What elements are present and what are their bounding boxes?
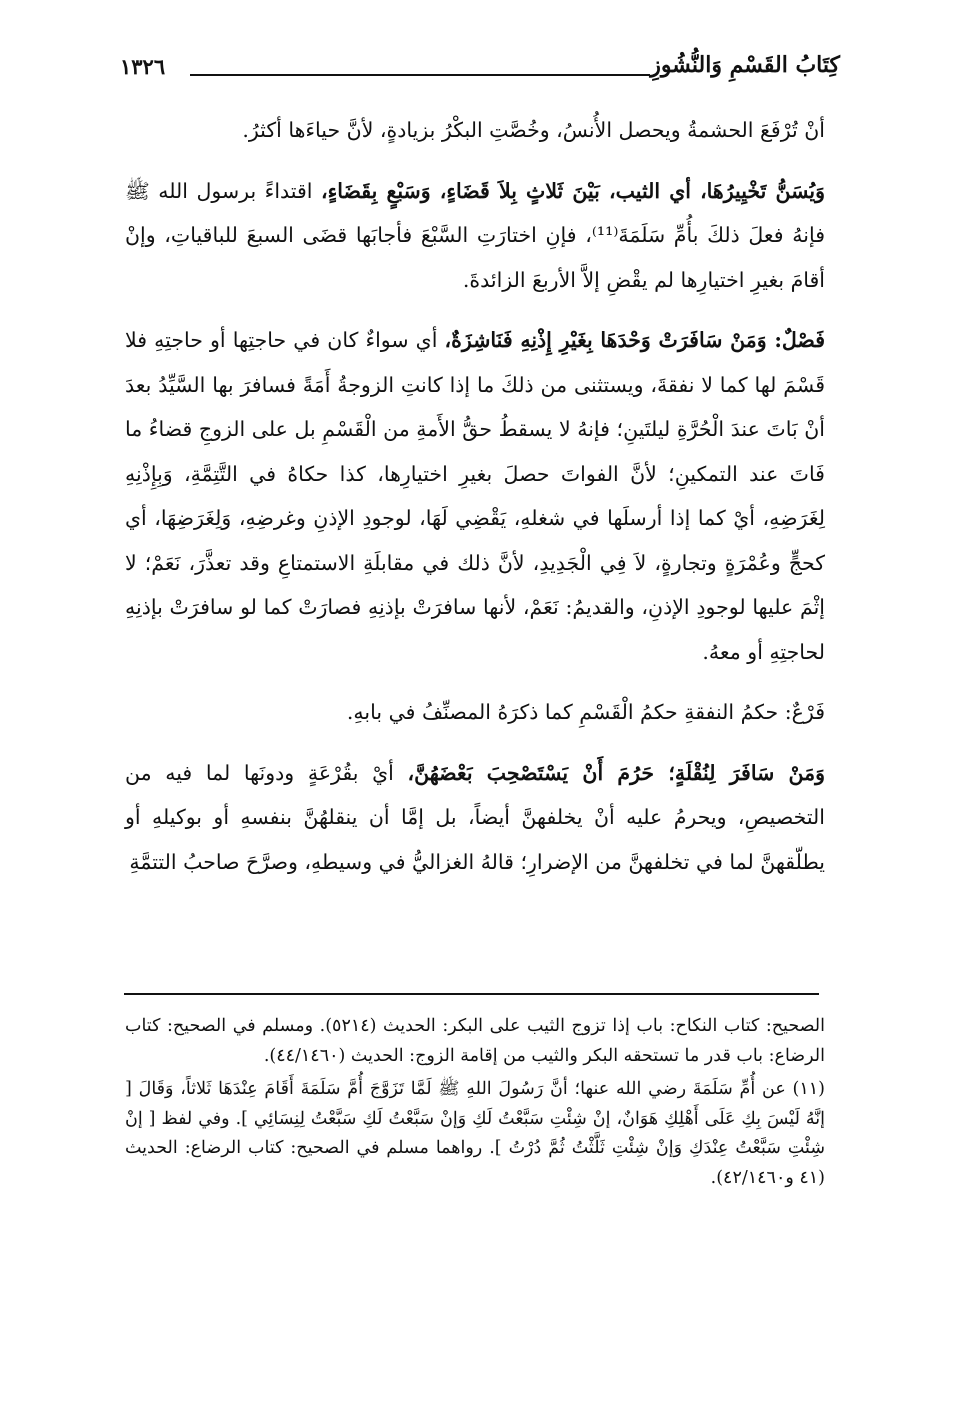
paragraph	[125, 751, 825, 885]
matn-text: فَصْلٌ: وَمَنْ سَافَرَتْ وَحْدَهَا بِغَيْرِ إِذْنِهِ فَنَاشِزَةٌ،	[444, 328, 825, 352]
paragraph	[125, 318, 825, 674]
paragraph	[125, 169, 825, 303]
paragraph	[125, 108, 825, 153]
main-text	[125, 108, 825, 900]
chapter-title: كِتَابُ القَسْمِ وَالنُّشُوزِ	[650, 52, 840, 78]
footnote: (١١) عن أُمِّ سَلَمَةَ رضي الله عنها؛ أنَّ رَسُولَ اللهِ ﷺ لَمَّا تَزَوَّجَ أُمَّ سَلَمَةَ أَقَامَ عِنْدَهَا ثَلاثاً، وَقَالَ [ إنَّهُ لَيْسَ بِكِ عَلَى أَهْلِكِ هَوَانٌ، إنْ شِئْتِ سَبَّعْتُ لَكِ وَإنْ سَبَّعْتُ لَكِ سَبَّعْتُ لِنِسَائِي ]. وفي لفظ [ إنْ شِئْتِ سَبَّعْتُ عِنْدَكِ وَإنْ شِئْتِ ثَلَّثْتُ ثُمَّ دُرْتُ ]. رواهما مسلم في الصحيح: كتاب الرضاع: الحديث (٤١ و٤٢/١٤٦٠).	[125, 1079, 825, 1188]
matn-text: وَمَنْ سَافَرَ لِنُقْلَةٍ؛ حَرُمَ أَنْ يَسْتَصْحِبَ بَعْضَهُنَّ،	[407, 760, 825, 785]
running-header	[120, 50, 840, 90]
commentary-text: أي سواءٌ كان في حاجتِها أو حاجتِهِ فلا قَسْمَ لها كما لا نفقةَ، ويستثنى من ذلكَ ما إذا كانتِ الزوجةُ أَمَةً فسافرَ بها السَّيِّدُ بعدَ أنْ بَاتَ عندَ الْحُرَّةِ ليلتَينِ؛ فإنهُ لا يسقطُ حقُّ الأَمةِ من الْقَسْمِ بل على الزوجِ قضاءُ ما فَاتَ عند التمكينِ؛ لأنَّ الفواتَ حصلَ بغيرِ اختيارِها، كذا حكاهُ في التَّتِمَّةِ، وَبِإِذْنِهِ لِغَرَضِهِ، أيْ كما إذا أرسلَها في شغلهِ، يَقْضِي لَهَا، لوجودِ الإذنِ وغرضِهِ، وَلِغَرَضِهَا، أي كحجٍّ وعُمْرَةٍ وتجارةٍ، لاَ فِي الْجَدِيدِ، لأنَّ ذلك في مقابلَةِ الاستمتاعِ وقد تعذَّرَ، نَعَمْ؛ لا إثْمَ عليها لوجودِ الإذنِ، والقديمُ: نَعَمْ، لأنها سافرَتْ بإذنِهِ فصارَتْ كما لو سافرَتْ بإذنِهِ لحاجتِهِ أو معهُ.	[125, 328, 825, 664]
commentary-text: أيْ بقُرْعَةٍ ودونَها لما فيه من التخصيصِ، ويحرمُ عليه أنْ يخلفهنَّ أيضاً، بل إمَّا أن ينقلهُنَّ بنفسهِ أو بوكيلهِ أو يطلّقهنَّ لما في تخلفهنَّ من الإضرارِ؛ قالهُ الغزاليُّ في وسيطهِ، وصرَّحَ صاحبُ التتمَّةِ	[125, 760, 825, 874]
page-number: ١٣٢٦	[120, 54, 166, 79]
paragraph	[125, 690, 825, 735]
footnotes	[125, 1012, 825, 1197]
matn-text: وَيُسَنُّ تَخْيِيرُهَا، أي الثيب، بَيْنَ ثَلاثٍ بِلاَ قَضَاءٍ، وَسَبْعٍ بِقَضَاءٍ،	[320, 178, 825, 203]
paragraph-text: أنْ تُرْفَعَ الحشمةُ ويحصل الأُنسُ، وخُصَّتِ البكْرُ بزيادةٍ، لأنَّ حياءَها أكثرُ.	[242, 118, 825, 142]
paragraph-text: فَرْعٌ: حكمُ النفقةِ حكمُ الْقَسْمِ كما ذكرَهُ المصنِّفُ في بابهِ.	[346, 700, 825, 724]
footnote-separator	[124, 993, 819, 995]
footnote: الصحيح: كتاب النكاح: باب إذا تزوج الثيب على البكر: الحديث (٥٢١٤). ومسلم في الصحيح: كتاب الرضاع: باب قدر ما تستحقه البكر والثيب من إقامة الزوج: الحديث (٤٤/١٤٦٠).	[125, 1016, 826, 1066]
commentary-text: اقتداءً برسول الله ﷺ فإنهُ فعلَ ذلكَ بأُمِّ سَلَمَةَ⁽¹¹⁾، فإنِ اختارَتِ السَّبْعَ فأجابَها قضَى السبعَ للباقياتِ، وإنْ أقامَ بغيرِ اختيارِها لم يقْضِ إلاَّ الأربعَ الزائدةَ.	[125, 178, 825, 292]
header-rule	[190, 74, 650, 76]
